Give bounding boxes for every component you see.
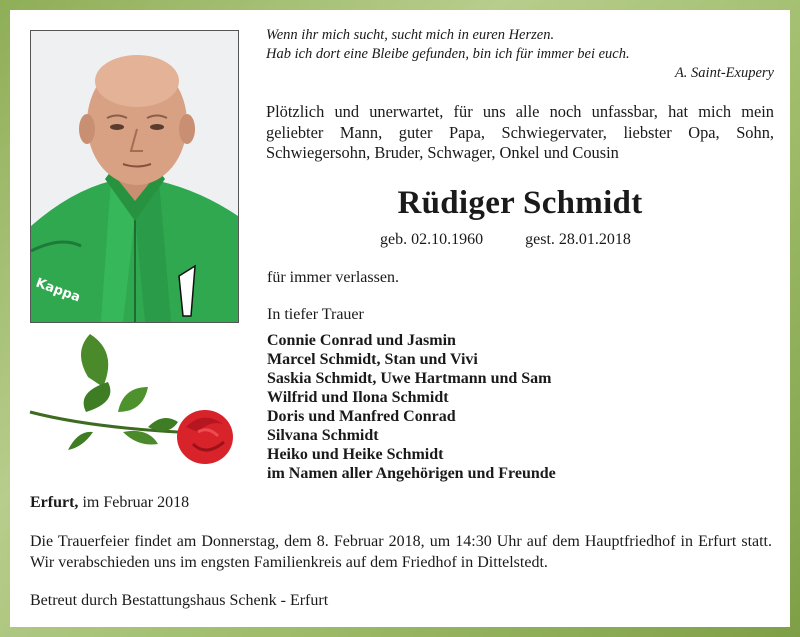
mourner-line: Wilfrid und Ilona Schmidt xyxy=(267,389,449,406)
mourner-line: Connie Conrad und Jasmin xyxy=(267,332,456,349)
place-month: im Februar 2018 xyxy=(78,494,190,511)
mourner-line: Saskia Schmidt, Uwe Hartmann und Sam xyxy=(267,370,552,387)
funeral-notice: Die Trauerfeier findet am Donnerstag, dem 8. Februar 2018, um 14:30 Uhr auf dem Hauptfriedhof in Erfurt statt. Wir verabschieden uns im engsten Familienkreis auf dem Friedhof in Dittelstedt. xyxy=(30,533,772,571)
mourning-heading: In tiefer Trauer xyxy=(267,306,364,323)
portrait-photo xyxy=(30,30,239,323)
place-date xyxy=(30,494,189,512)
quote-line: Wenn ihr mich sucht, sucht mich in euren Herzen. xyxy=(266,27,555,43)
quote-line: Hab ich dort eine Bleibe gefunden, bin ich für immer bei euch. xyxy=(266,46,630,62)
kappa-logo-text: Kappa xyxy=(33,275,83,306)
deceased-name: Rüdiger Schmidt xyxy=(397,185,643,221)
mourner-line: im Namen aller Angehörigen und Freunde xyxy=(267,465,556,482)
mourner-line: Doris und Manfred Conrad xyxy=(267,408,456,425)
rose-illustration xyxy=(28,332,240,467)
birth-date: geb. 02.10.1960 xyxy=(380,231,484,248)
undertaker-note: Betreut durch Bestattungshaus Schenk - Erfurt xyxy=(30,592,329,609)
quote-block xyxy=(266,26,774,83)
left-text: für immer verlassen. xyxy=(267,269,399,286)
death-date: gest. 28.01.2018 xyxy=(525,231,631,248)
quote-author: A. Saint-Exupery xyxy=(674,65,774,81)
mourner-line: Heiko und Heike Schmidt xyxy=(267,446,444,463)
intro-text: Plötzlich und unerwartet, für uns alle noch unfassbar, hat mich mein geliebter Mann, guter Papa, Schwiegervater, liebster Opa, Sohn, Schwiegersohn, Bruder, Schwager, Onkel und Cousin xyxy=(266,102,774,162)
place-city: Erfurt, xyxy=(30,494,79,511)
obituary-card xyxy=(10,10,790,627)
mourners-list xyxy=(267,331,556,483)
mourner-line: Marcel Schmidt, Stan und Vivi xyxy=(267,351,478,368)
life-dates xyxy=(380,231,631,249)
mourner-line: Silvana Schmidt xyxy=(267,427,379,444)
